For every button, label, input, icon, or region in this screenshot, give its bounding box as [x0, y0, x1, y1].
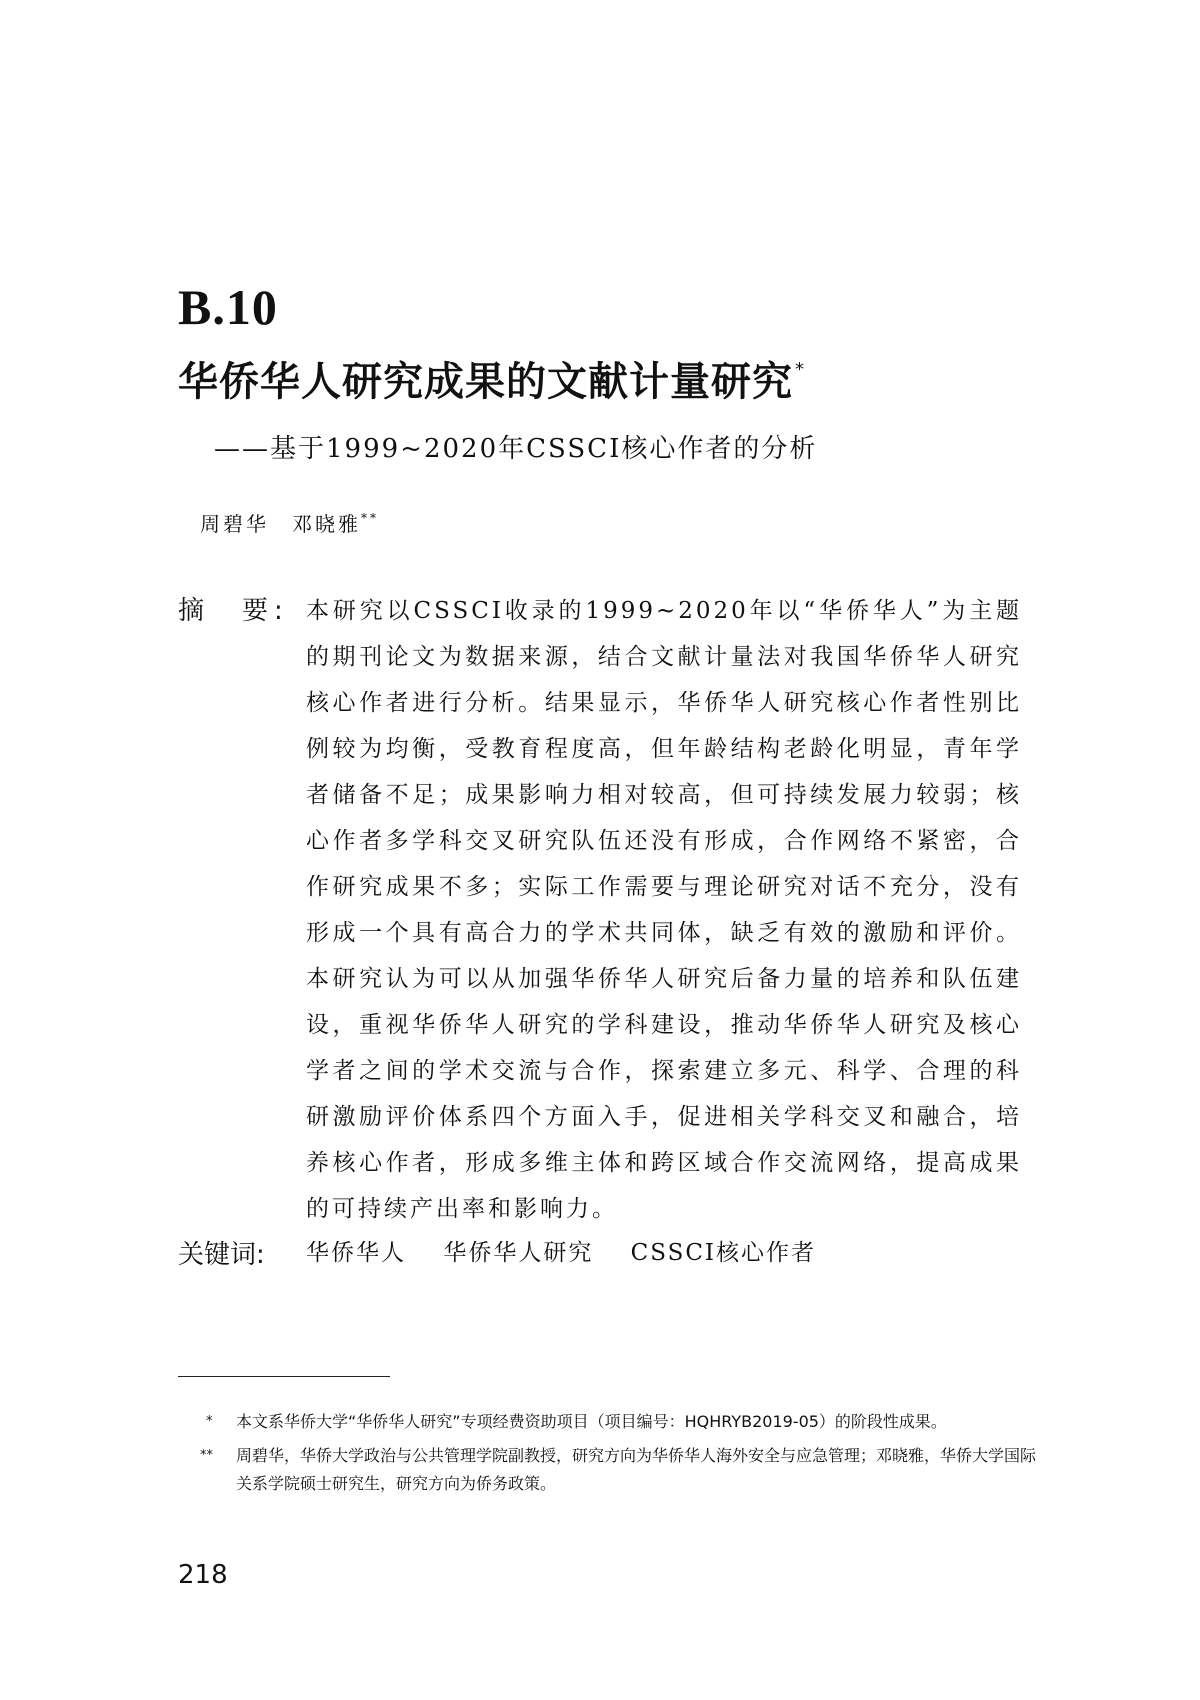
title-footnote-marker[interactable]: * [795, 359, 805, 380]
author-footnote-marker[interactable]: ** [361, 511, 379, 525]
keywords-label: 关键词: [178, 1240, 265, 1270]
footnote-marker: * [206, 1414, 213, 1429]
author-names: 周碧华 邓晓雅 [200, 512, 361, 536]
keywords-list [306, 1234, 844, 1267]
abstract-label: 摘 要: [178, 596, 289, 626]
footnote-divider [178, 1376, 390, 1377]
footnote-marker: ** [200, 1448, 213, 1463]
footnote-text: 本文系华侨大学“华侨华人研究”专项经费资助项目（项目编号：HQHRYB2019-05）的阶段性成果。 [236, 1412, 947, 1431]
keyword-item: 华侨华人 [306, 1240, 406, 1266]
paper-title-text: 华侨华人研究成果的文献计量研究 [178, 359, 793, 405]
abstract-text: 本研究以CSSCI收录的1999~2020年以“华侨华人”为主题的期刊论文为数据来源，结合文献计量法对我国华侨华人研究核心作者进行分析。结果显示，华侨华人研究核心作者性别比例较为均衡，受教育程度高，但年龄结构老龄化明显，青年学者储备不足；成果影响力相对较高，但可持续发展力较弱；核心作者多学科交叉研究队伍还没有形成，合作网络不紧密，合作研究成果不多；实际工作需要与理论研究对话不充分，没有形成一个具有高合力的学术共同体，缺乏有效的激励和评价。本研究认为可以从加强华侨华人研究后备力量的培养和队伍建设，重视华侨华人研究的学科建设，推动华侨华人研究及核心学者之间的学术交流与合作，探索建立多元、科学、合理的科研激励评价体系四个方面入手，促进相关学科交叉和融合，培养核心作者，形成多维主体和跨区域合作交流网络，提高成果的可持续产出率和影响力。 [306, 598, 1022, 1222]
footnote-item [178, 1442, 1038, 1498]
page-number: 218 [178, 1560, 228, 1590]
footnote-text: 周碧华，华侨大学政治与公共管理学院副教授，研究方向为华侨华人海外安全与应急管理；邓晓雅，华侨大学国际关系学院硕士研究生，研究方向为侨务政策。 [236, 1446, 1037, 1493]
footnote-item [178, 1408, 1038, 1436]
paper-title [178, 350, 1178, 407]
keyword-item: 华侨华人研究 [443, 1240, 594, 1266]
report-number: B.10 [178, 279, 278, 335]
keyword-item: CSSCI核心作者 [630, 1240, 817, 1266]
paper-subtitle: ——基于1999~2020年CSSCI核心作者的分析 [214, 434, 818, 464]
author-line [200, 508, 379, 537]
footnotes [178, 1408, 1038, 1504]
